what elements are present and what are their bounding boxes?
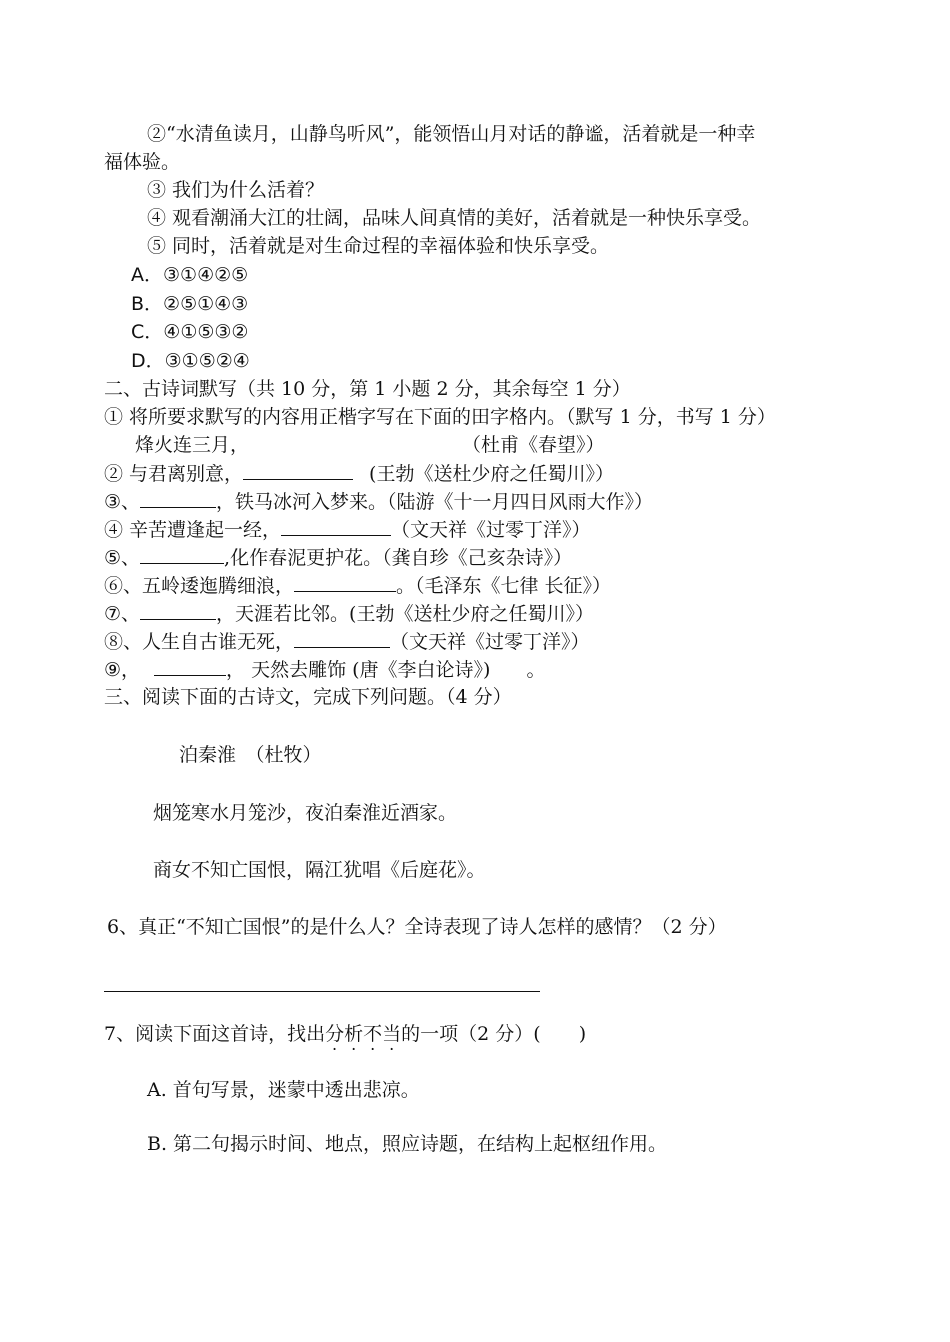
sentence-4: ④ 观看潮涌大江的壮阔，品味人间真情的美好，活着就是一种快乐享受。 <box>147 207 762 229</box>
option-letter: A． <box>131 264 163 286</box>
question-7-option-b[interactable]: B. 第二句揭示时间、地点，照应诗题，在结构上起枢纽作用。 <box>147 1133 668 1155</box>
dictation-q8-text: ⑧、人生自古谁无死， <box>104 631 295 653</box>
option-text: ③①④②⑤ <box>163 264 249 286</box>
answer-blank[interactable] <box>294 573 396 592</box>
dictation-q7-text: ，天涯若比邻。(王勃《送杜少府之任蜀川》） <box>216 603 594 625</box>
sentence-2-continuation: 福体验。 <box>104 151 181 173</box>
dictation-q9-number: ⑨， <box>104 659 141 681</box>
sentence-3: ③ 我们为什么活着？ <box>147 179 325 201</box>
poem-title: 泊秦淮 （杜牧） <box>179 744 322 766</box>
section-3-heading: 三、阅读下面的古诗文，完成下列问题。（4 分） <box>104 686 512 708</box>
dictation-q7-number: ⑦、 <box>104 603 141 625</box>
dictation-q8-source: （文天祥《过零丁洋》） <box>390 631 590 653</box>
option-c[interactable] <box>131 320 248 344</box>
dictation-q6-text: ⑥、五岭逶迤腾细浪， <box>104 575 295 597</box>
dictation-q3-text: ，铁马冰河入梦来。（陆游《十一月四日风雨大作》） <box>216 491 654 513</box>
dictation-q2-source: (王勃《送杜少府之任蜀川》） <box>369 463 614 485</box>
option-a[interactable] <box>131 263 248 287</box>
dictation-q2 <box>104 461 614 486</box>
answer-blank[interactable] <box>154 657 226 676</box>
dictation-q9 <box>104 657 545 682</box>
dictation-q4 <box>104 517 591 542</box>
answer-blank[interactable] <box>140 489 216 508</box>
dictation-q5-text: ,化作春泥更护花。（龚自珍《己亥杂诗》） <box>224 547 573 569</box>
dictation-q5 <box>104 545 572 570</box>
question-7-option-a[interactable]: A. 首句写景，迷蒙中透出悲凉。 <box>147 1079 420 1101</box>
poem-line-1: 烟笼寒水月笼沙，夜泊秦淮近酒家。 <box>153 802 458 824</box>
dictation-q4-source: （文天祥《过零丁洋》） <box>391 519 591 541</box>
dictation-q1-source: （杜甫《春望》） <box>462 434 605 456</box>
dictation-q4-text: ④ 辛苦遭逢起一经， <box>104 519 282 541</box>
emphasis-char: 当 <box>382 1023 402 1045</box>
dictation-q8 <box>104 629 590 654</box>
dictation-q6-source: 。（毛泽东《七律 长征》） <box>396 575 612 597</box>
option-letter: C． <box>131 321 164 343</box>
section-2-heading: 二、古诗词默写（共 10 分，第 1 小题 2 分，其余每空 1 分） <box>104 378 631 400</box>
option-letter: D． <box>131 350 165 372</box>
dictation-q3 <box>104 489 653 514</box>
dictation-q9-text: ， 天然去雕饰 (唐《李白论诗》) <box>226 659 491 681</box>
question-7 <box>104 1022 586 1046</box>
option-text: ②⑤①④③ <box>163 293 249 315</box>
dictation-q2-text: ② 与君离别意， <box>104 463 244 485</box>
dictation-q9-end: 。 <box>526 659 546 681</box>
option-text: ④①⑤③② <box>163 321 249 343</box>
question-6: 6、真正“不知亡国恨”的是什么人？全诗表现了诗人怎样的感情？（2 分） <box>107 916 727 938</box>
option-letter: B． <box>131 293 164 315</box>
dictation-q1: ① 将所要求默写的内容用正楷字写在下面的田字格内。（默写 1 分，书写 1 分） <box>104 406 776 428</box>
dictation-q3-number: ③、 <box>104 491 141 513</box>
sentence-5: ⑤ 同时，活着就是对生命过程的幸福体验和快乐享受。 <box>147 235 610 257</box>
question-7-points: 的一项（2 分）( ) <box>401 1023 587 1045</box>
emphasis-char: 析 <box>344 1023 364 1045</box>
answer-blank[interactable] <box>294 629 390 648</box>
option-d[interactable] <box>131 349 250 373</box>
emphasis-char: 不 <box>363 1023 383 1045</box>
dictation-q6 <box>104 573 611 598</box>
answer-blank[interactable] <box>140 545 224 564</box>
dictation-q7 <box>104 601 594 626</box>
dictation-q1-line: 烽火连三月， <box>135 434 250 456</box>
answer-blank[interactable] <box>140 601 216 620</box>
poem-line-2: 商女不知亡国恨，隔江犹唱《后庭花》。 <box>153 859 486 881</box>
dictation-q5-number: ⑤、 <box>104 547 141 569</box>
option-text: ③①⑤②④ <box>164 350 250 372</box>
answer-line[interactable] <box>104 991 540 992</box>
answer-blank[interactable] <box>243 461 353 480</box>
sentence-2: ②“水清鱼读月，山静鸟听风”，能领悟山月对话的静谧，活着就是一种幸 <box>147 123 756 145</box>
emphasis-char: 分 <box>325 1023 345 1045</box>
option-b[interactable] <box>131 292 248 316</box>
answer-blank[interactable] <box>281 517 391 536</box>
question-7-text: 7、阅读下面这首诗，找出 <box>104 1023 326 1045</box>
